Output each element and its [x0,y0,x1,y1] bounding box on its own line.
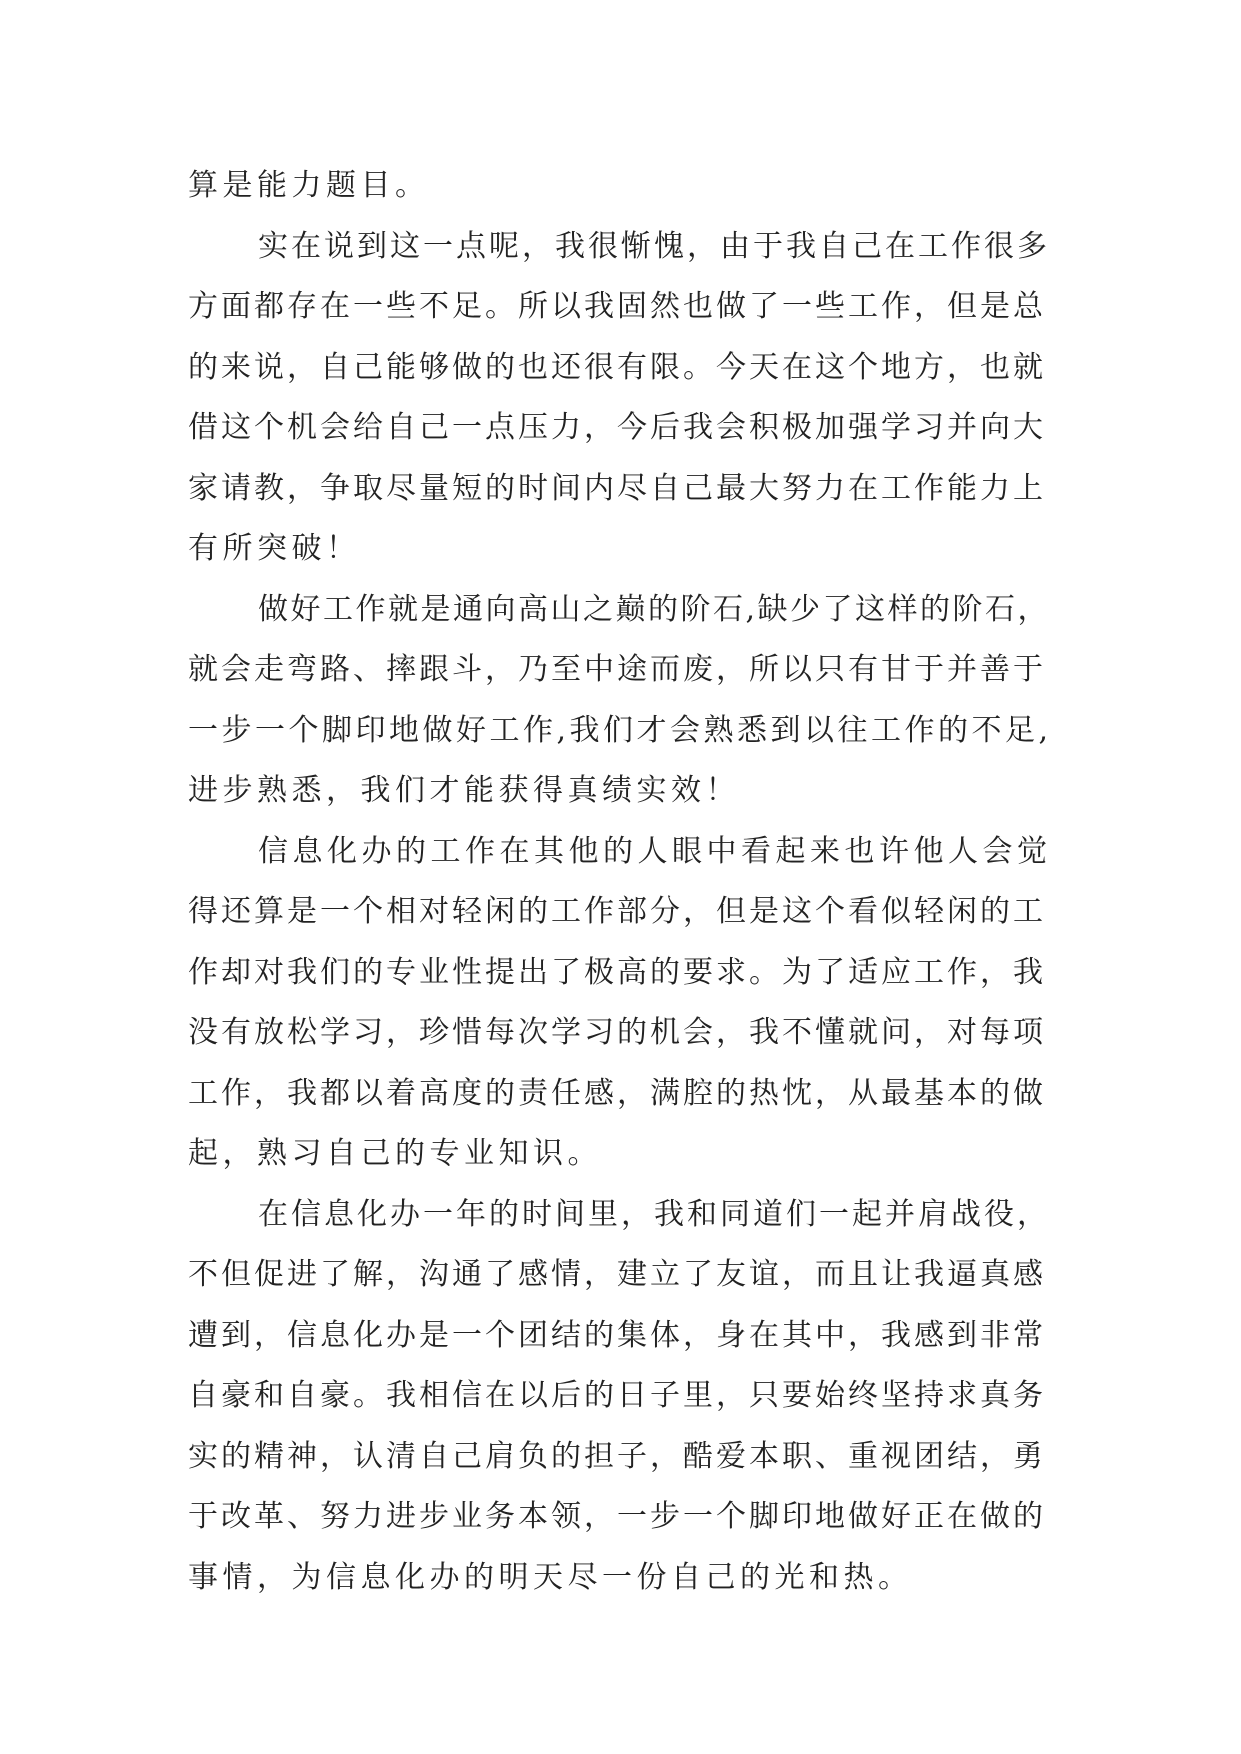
text-line: 事情，为信息化办的明天尽一份自己的光和热。 [188,1559,913,1595]
text-line: 遭到，信息化办是一个团结的集体，身在其中，我感到非常 [188,1317,1046,1353]
text-line: 作却对我们的专业性提出了极高的要求。为了适应工作，我 [188,954,1046,990]
text-line: 实在说到这一点呢，我很惭愧，由于我自己在工作很多 [258,228,1050,264]
text-line: 起，熟习自己的专业知识。 [188,1136,602,1171]
text-line: 算是能力题目。 [188,168,430,203]
text-line: 得还算是一个相对轻闲的工作部分，但是这个看似轻闲的工 [188,894,1046,929]
text-line: 方面都存在一些不足。所以我固然也做了一些工作，但是总 [188,289,1046,324]
text-line: 做好工作就是通向高山之巅的阶石,缺少了这样的阶石， [258,591,1051,627]
text-line: 实的精神，认清自己肩负的担子，酷爱本职、重视团结，勇 [188,1438,1046,1474]
document-body [188,156,1058,1608]
text-line: 于改革、努力进步业务本领，一步一个脚印地做好正在做的 [188,1499,1046,1534]
text-line: 一步一个脚印地做好工作,我们才会熟悉到以往工作的不足, [188,712,1052,748]
text-line: 进步熟悉，我们才能获得真绩实效！ [188,773,740,808]
text-line: 工作，我都以着高度的责任感，满腔的热忱，从最基本的做 [188,1075,1046,1111]
text-line: 有所突破！ [188,531,361,566]
text-line: 不但促进了解，沟通了感情，建立了友谊，而且让我逼真感 [188,1257,1046,1292]
text-line: 自豪和自豪。我相信在以后的日子里，只要始终坚持求真务 [188,1378,1046,1413]
text-line: 家请教，争取尽量短的时间内尽自己最大努力在工作能力上 [188,470,1046,506]
text-line: 就会走弯路、摔跟斗，乃至中途而废，所以只有甘于并善于 [188,652,1046,687]
text-line: 没有放松学习，珍惜每次学习的机会，我不懂就问，对每项 [188,1015,1046,1050]
text-line: 借这个机会给自己一点压力，今后我会积极加强学习并向大 [188,410,1046,445]
text-line: 信息化办的工作在其他的人眼中看起来也许他人会觉 [258,833,1052,869]
text-line: 在信息化办一年的时间里，我和同道们一起并肩战役， [258,1196,1050,1232]
text-line: 的来说，自己能够做的也还很有限。今天在这个地方，也就 [188,349,1046,385]
